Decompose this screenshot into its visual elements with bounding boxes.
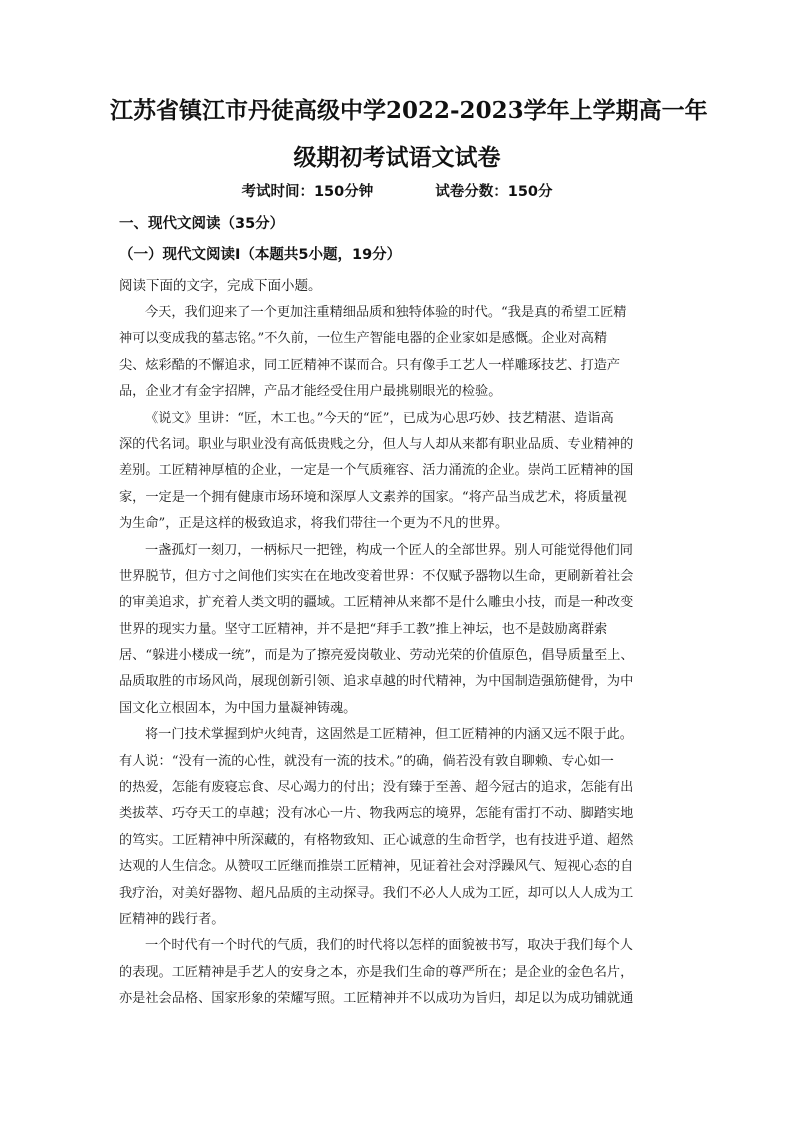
passage-line: 类拔萃、巧夺天工的卓越；没有冰心一片、物我两忘的境界，怎能有雷打不动、脚踏实地 (119, 806, 634, 822)
passage-line: 神可以变成我的墓志铭。”不久前，一位生产智能电器的企业家如是感慨。企业对高精 (119, 331, 608, 347)
exam-time: 考试时间：150分钟 (241, 184, 374, 200)
passage-line: 差别。工匠精神厚植的企业，一定是一个气质雍容、活力涌流的企业。崇尚工匠精神的国 (119, 463, 634, 479)
exam-score: 试卷分数：150分 (435, 184, 553, 200)
passage-line: 一个时代有一个时代的气质，我们的时代将以怎样的面貌被书写，取决于我们每个人 (145, 938, 633, 954)
passage-line: 家，一定是一个拥有健康市场环境和深厚人文素养的国家。“将产品当成艺术，将质量视 (119, 489, 627, 505)
passage-line: 世界的现实力量。坚守工匠精神，并不是把“拜手工教”推上神坛，也不是鼓励离群索 (119, 621, 608, 637)
passage-line: 的笃实。工匠精神中所深藏的，有格物致知、正心诚意的生命哲学，也有技进乎道、超然 (119, 832, 634, 848)
passage-line: 亦是社会品格、国家形象的荣耀写照。工匠精神并不以成功为旨归，却足以为成功铺就通 (119, 991, 634, 1007)
passage-line: 为生命”，正是这样的极致追求，将我们带往一个更为不凡的世界。 (119, 516, 509, 532)
passage-line: 的热爱，怎能有废寝忘食、尽心竭力的付出；没有臻于至善、超今冠古的追求，怎能有出 (119, 780, 634, 796)
passage-line: 一盏孤灯一刻刀，一柄标尺一把锉，构成一个匠人的全部世界。别人可能觉得他们同 (145, 542, 633, 558)
passage-line: 的审美追求，扩充着人类文明的疆域。工匠精神从来都不是什么雕虫小技，而是一种改变 (119, 595, 634, 611)
title-line-2: 级期初考试语文试卷 (293, 144, 501, 171)
subsection-heading: （一）现代文阅读Ⅰ（本题共5小题，19分） (119, 247, 402, 263)
passage-line: 有人说：“没有一流的心性，就没有一流的技术。”的确，倘若没有敦自聊赖、专心如一 (119, 753, 614, 769)
passage-line: 品，企业才有金字招牌，产品才能经受住用户最挑剔眼光的检验。 (119, 384, 502, 400)
passage-line: 将一门技术掌握到炉火纯青，这固然是工匠精神，但工匠精神的内涵又远不限于此。 (145, 727, 633, 743)
passage-line: 国文化立根固本，为中国力量凝神铸魂。 (119, 700, 357, 716)
instruction: 阅读下面的文字，完成下面小题。 (119, 278, 322, 294)
passage-line: 的表现。工匠精神是手艺人的安身之本，亦是我们生命的尊严所在；是企业的金色名片， (119, 964, 634, 980)
passage-line: 世界脱节，但方寸之间他们实实在在地改变着世界：不仅赋予器物以生命，更刷新着社会 (119, 568, 634, 584)
passage (119, 300, 679, 1013)
section-heading: 一、现代文阅读（35分） (119, 216, 285, 232)
passage-line: 品质取胜的市场风尚，展现创新引领、追求卓越的时代精神，为中国制造强筋健骨，为中 (119, 674, 634, 690)
passage-line: 匠精神的践行者。 (119, 911, 225, 927)
passage-line: 尖、炫彩酷的不懈追求，同工匠精神不谋而合。只有像手工艺人一样雕琢技艺、打造产 (119, 357, 621, 373)
passage-line: 今天，我们迎来了一个更加注重精细品质和独特体验的时代。“我是真的希望工匠精 (145, 305, 627, 320)
passage-line: 达观的人生信念。从赞叹工匠继而推崇工匠精神，见证着社会对浮躁风气、短视心态的自 (119, 859, 634, 875)
passage-line: 《说文》里讲：“匠，木工也。”今天的“匠”，已成为心思巧妙、技艺精湛、造诣高 (145, 410, 614, 426)
passage-line: 我疗治，对美好器物、超凡品质的主动探寻。我们不必人人成为工匠，却可以人人成为工 (119, 885, 634, 901)
title-line-1: 江苏省镇江市丹徒高级中学2022-2023学年上学期高一年 (110, 97, 708, 124)
passage-line: 深的代名词。职业与职业没有高低贵贱之分，但人与人却从来都有职业品质、专业精神的 (119, 436, 634, 452)
exam-meta (0, 180, 794, 201)
passage-line: 居、“躲进小楼成一统”，而是为了擦亮爱岗敬业、劳动光荣的价值原色，倡导质量至上、 (119, 648, 634, 664)
